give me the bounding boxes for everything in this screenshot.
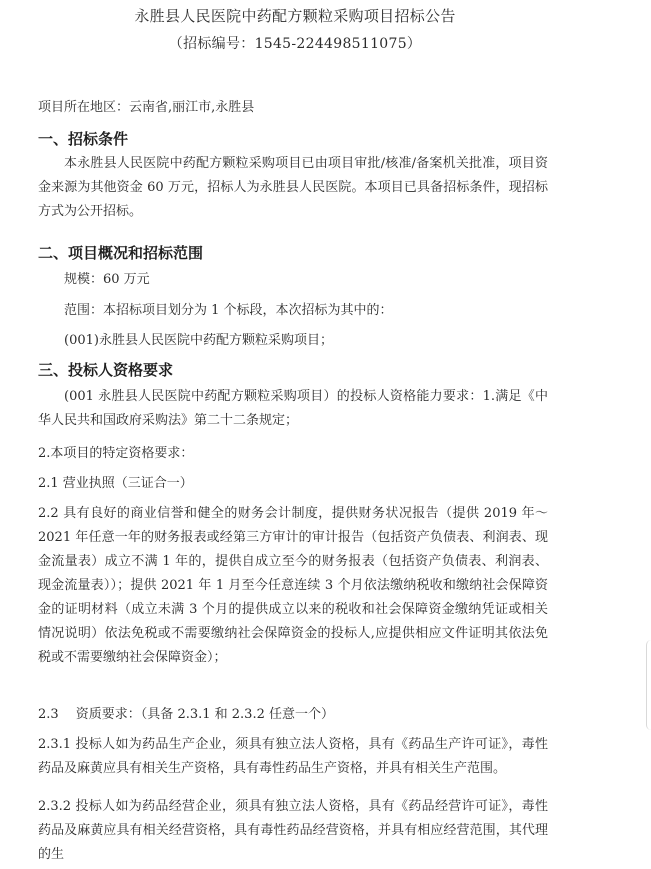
qualification-item-2-2: 2.2 具有良好的商业信誉和健全的财务会计制度，提供财务状况报告（提供 2019 年～2021 年任意一年的财务报表或经第三方审计的审计报告（包括资产负债表、利润表、现金流量表）成立不满 1 年的，提供自成立至今的财务报表（包括资产负债表、利润表、现金流量表））；提供 2021 年 1 月至今任意连续 3 个月依法缴纳税收和缴纳社会保障资金的证明材料（成立未满 3 个月的提供成立以来的税收和社会保障资金缴纳凭证或相关情况说明）依法免税或不需要缴纳社会保障资金的投标人,应提供相应文件证明其依法免税或不需要缴纳社会保障资金）； (38, 506, 548, 665)
qualification-item-2: 2.本项目的特定资格要求： (38, 446, 194, 461)
qualification-item-2-3: 2.3 资质要求：（具备 2.3.1 和 2.3.2 任意一个） (38, 707, 334, 722)
tender-code: （招标编号：1545-224498511075） (168, 36, 422, 52)
section-heading-qualifications: 三、投标人资格要求 (38, 361, 174, 379)
project-scale: 规模：60 万元 (64, 272, 150, 287)
qualification-intro: (001 永胜县人民医院中药配方颗粒采购项目）的投标人资格能力要求：1.满足《中华人民共和国政府采购法》第二十二条规定； (38, 389, 548, 428)
project-location: 项目所在地区：云南省,丽江市,永胜县 (38, 100, 255, 115)
qualification-item-2-1: 2.1 营业执照（三证合一） (38, 476, 193, 491)
document-title: 永胜县人民医院中药配方颗粒采购项目招标公告 (134, 7, 456, 25)
section-heading-overview: 二、项目概况和招标范围 (38, 244, 204, 262)
qualification-item-2-3-2: 2.3.2 投标人如为药品经营企业，须具有独立法人资格，具有《药品经营许可证》，毒性药品及麻黄应具有相关经营资格，具有毒性药品经营资格，并具有相应经营范围，其代理的生 (38, 799, 548, 862)
project-scope: 范围：本招标项目划分为 1 个标段，本次招标为其中的： (64, 303, 393, 318)
project-lot: (001)永胜县人民医院中药配方颗粒采购项目； (64, 333, 333, 348)
section-body-conditions: 本永胜县人民医院中药配方颗粒采购项目已由项目审批/核准/备案机关批准，项目资金来源为其他资金 60 万元，招标人为永胜县人民医院。本项目已具备招标条件，现招标方式为公开招标。 (38, 156, 548, 219)
page-edge-decoration (646, 640, 651, 730)
section-heading-conditions: 一、招标条件 (38, 130, 129, 148)
qualification-item-2-3-1: 2.3.1 投标人如为药品生产企业，须具有独立法人资格，具有《药品生产许可证》，毒性药品及麻黄应具有相关生产资格，具有毒性药品生产资格，并具有相关生产范围。 (38, 737, 548, 776)
